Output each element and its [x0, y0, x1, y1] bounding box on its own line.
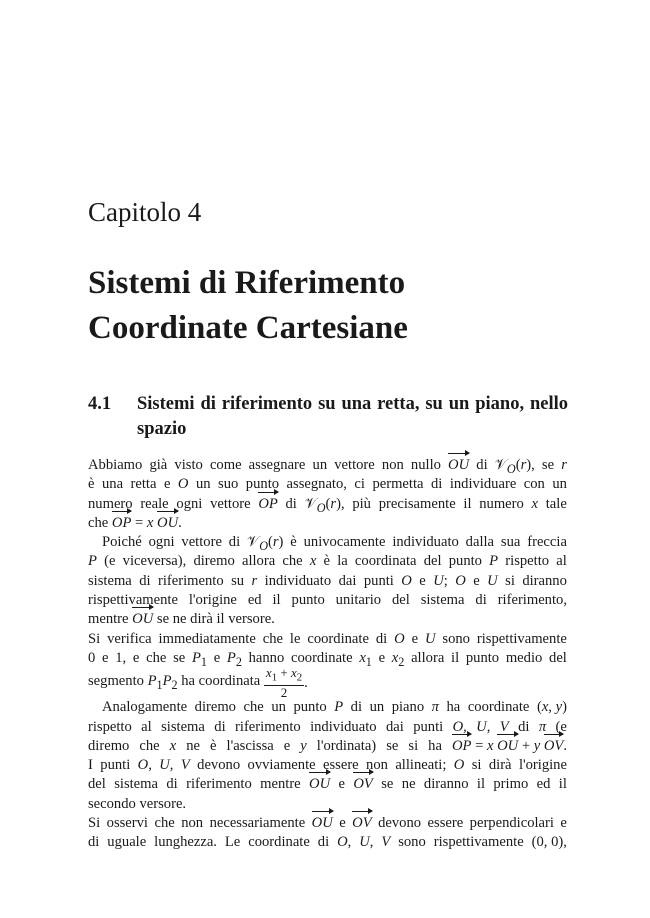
section-title: Sistemi di riferimento su una retta, su un piano, nello spazio [137, 394, 568, 439]
text-line: del sistema di riferimento mentre OU e OV se ne diranno il primo ed il [88, 775, 567, 794]
text-line: 0 e 1, e che se $P_1$ e $P_2$ hanno coordinate $x_1$ e $x_2$ allora il punto medio del [88, 649, 567, 669]
text-line: rispettivamente l'origine ed il punto unitario del sistema di riferimento, [88, 592, 567, 609]
text-line: diremo che x ne è l'ascissa e y l'ordinata) se si ha OP = x OU + y OV . [88, 737, 567, 756]
text-line: Si verifica immediatamente che le coordinate di O e U sono rispettivamente [88, 630, 567, 647]
text-line: Analogamente diremo che un punto P di un piano π ha coordinate (x, y) [102, 699, 567, 716]
text-line: I punti O, U, V devono ovviamente essere non allineati; O si dirà l'origine [88, 757, 567, 774]
text-line: segmento $P_1P_2$ ha coordinata $x_1 + x_2$ 2 . [88, 665, 308, 701]
text-line: mentre OU se ne dirà il versore. [88, 610, 567, 629]
chapter-label: Capitolo 4 [88, 197, 202, 227]
chapter-title [88, 261, 408, 351]
text-line: Poiché ogni vettore di 𝒱$_O$(r) è univocamente individuato dalla sua freccia [102, 534, 567, 554]
section-heading [88, 392, 568, 442]
text-line: Si osservi che non necessariamente OU e OV devono essere perpendicolari e [88, 814, 567, 833]
text-line: secondo versore. [88, 795, 187, 812]
text-line: Abbiamo già visto come assegnare un vettore non nullo OU di 𝒱$_O$(r), se r [88, 456, 567, 475]
chapter-title-line-2: Coordinate Cartesiane [88, 310, 408, 346]
text-line: che OP = x OU . [88, 514, 567, 533]
midpoint-fraction: $x_1 + x_2$ 2 [265, 665, 303, 701]
body-text [88, 456, 567, 853]
text-line: di uguale lunghezza. Le coordinate di O, U, V sono rispettivamente (0, 0), [88, 834, 567, 851]
text-line: rispetto al sistema di riferimento individuato dai punti O, U, V di π (e [88, 718, 567, 735]
section-number: 4.1 [88, 394, 112, 414]
text-line: P (e viceversa), diremo allora che x è la coordinata del punto P rispetto al [88, 553, 567, 570]
text-line: sistema di riferimento su r individuato dai punti O e U; O e U si diranno [88, 572, 567, 589]
text-line: numero reale ogni vettore OP di 𝒱$_O$(r), più precisamente il numero x tale [88, 495, 567, 514]
chapter-title-line-1: Sistemi di Riferimento [88, 265, 406, 301]
text-line: è una retta e O un suo punto assegnato, ci permetta di individuare con un [88, 476, 567, 493]
